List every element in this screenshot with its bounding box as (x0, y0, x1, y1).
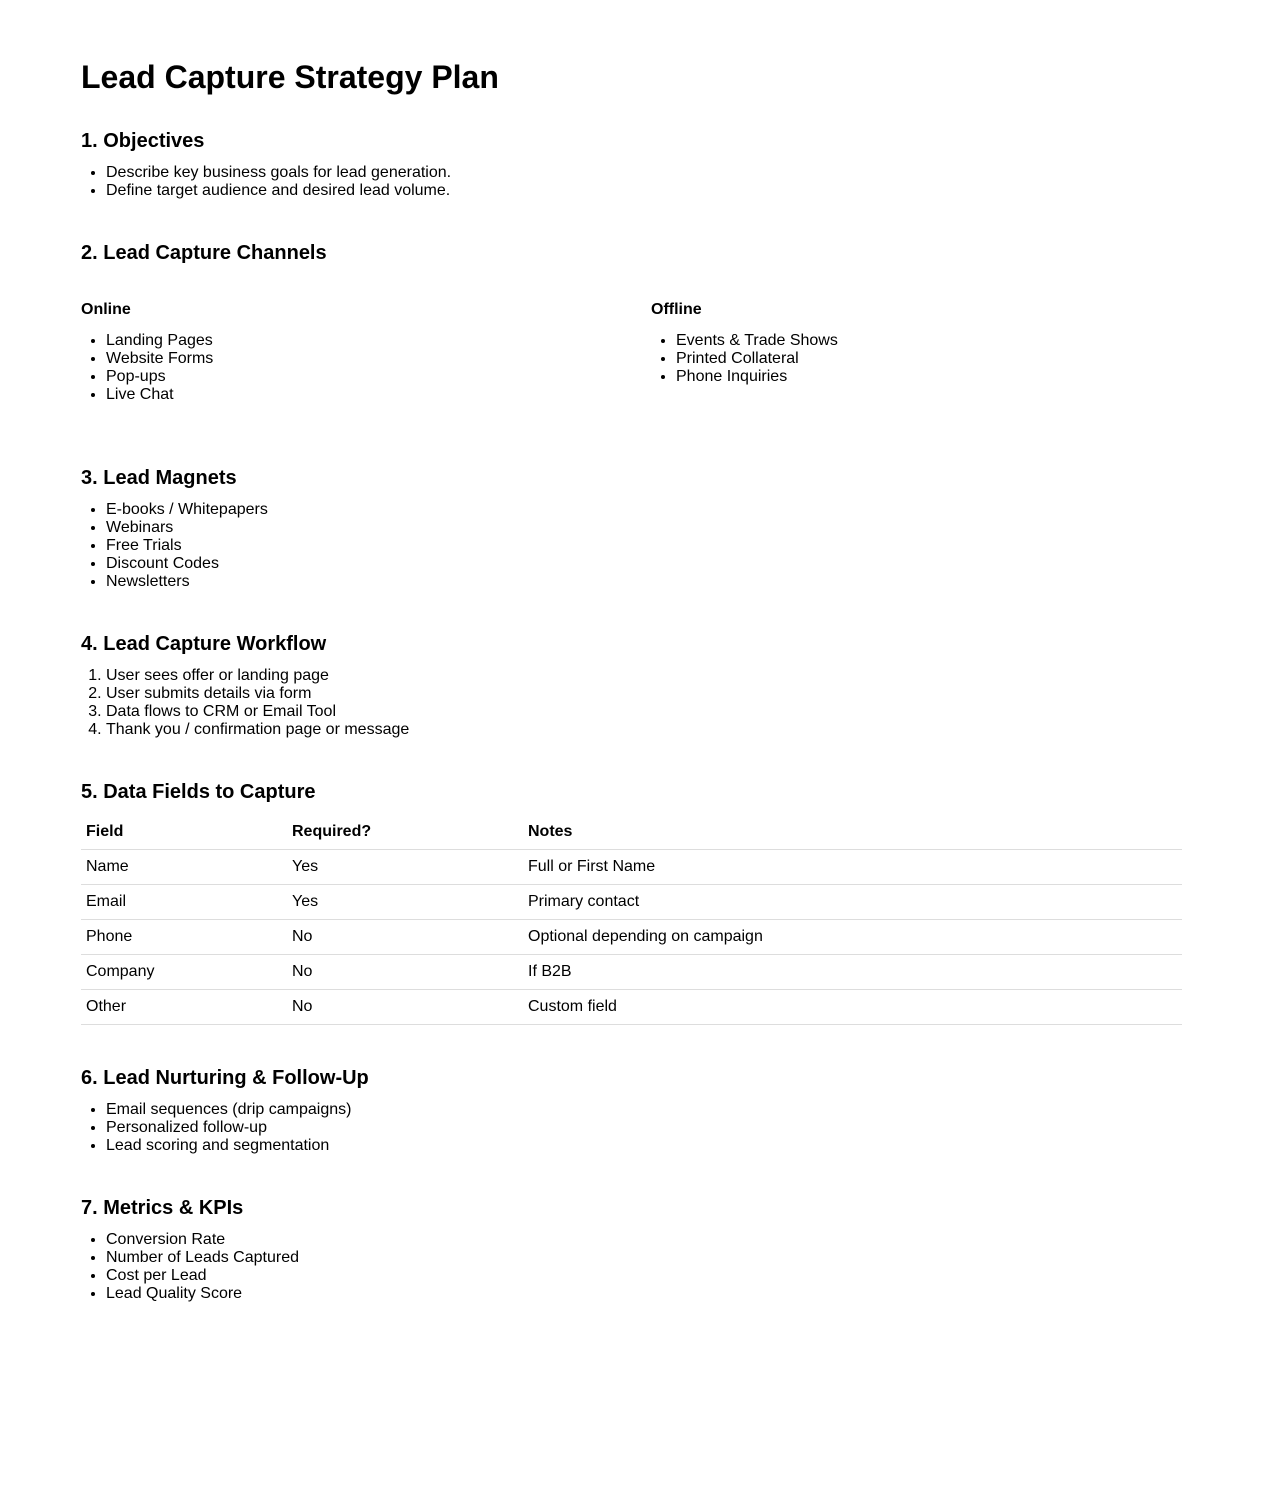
list-item: • E-books / Whitepapers (106, 501, 268, 519)
fields-heading: 5. Data Fields to Capture (81, 781, 316, 803)
list-item: • Email sequences (drip campaigns) (106, 1101, 351, 1119)
table-cell: Custom field (523, 990, 1182, 1025)
list-item: • Lead Quality Score (106, 1285, 299, 1303)
magnets-list (81, 501, 268, 591)
list-item: • Website Forms (106, 350, 581, 368)
table-cell: Full or First Name (523, 850, 1182, 885)
list-item: • Conversion Rate (106, 1231, 299, 1249)
table-cell: Email (81, 885, 287, 920)
table-row (81, 850, 1182, 885)
list-item: • Newsletters (106, 573, 268, 591)
list-item: 4. Thank you / confirmation page or message (106, 721, 409, 739)
objectives-list (81, 164, 451, 200)
table-row (81, 885, 1182, 920)
table-header-row (81, 815, 1182, 850)
objectives-heading: 1. Objectives (81, 130, 205, 152)
list-item: • Personalized follow-up (106, 1119, 351, 1137)
list-item: • Define target audience and desired lead volume. (106, 182, 451, 200)
table-cell: Primary contact (523, 885, 1182, 920)
offline-heading: Offline (651, 301, 702, 318)
list-item: • Free Trials (106, 537, 268, 555)
table-row (81, 920, 1182, 955)
table-cell: Optional depending on campaign (523, 920, 1182, 955)
table-cell: No (287, 955, 523, 990)
list-item: • Pop-ups (106, 368, 581, 386)
list-item: • Live Chat (106, 386, 581, 404)
table-cell: If B2B (523, 955, 1182, 990)
workflow-heading: 4. Lead Capture Workflow (81, 633, 327, 655)
list-item: • Discount Codes (106, 555, 268, 573)
column-header: Notes (523, 815, 1182, 850)
column-header: Field (81, 815, 287, 850)
table-cell: No (287, 920, 523, 955)
list-item: 1. User sees offer or landing page (106, 667, 409, 685)
table-cell: Yes (287, 850, 523, 885)
online-list (81, 332, 581, 404)
channels-heading: 2. Lead Capture Channels (81, 242, 327, 264)
table-row (81, 990, 1182, 1025)
list-item: • Events & Trade Shows (676, 332, 1151, 350)
table-cell: Yes (287, 885, 523, 920)
metrics-list (81, 1231, 299, 1303)
list-item: • Lead scoring and segmentation (106, 1137, 351, 1155)
table-cell: Phone (81, 920, 287, 955)
page-title: Lead Capture Strategy Plan (81, 59, 499, 95)
list-item: 2. User submits details via form (106, 685, 409, 703)
table-row (81, 955, 1182, 990)
list-item: 3. Data flows to CRM or Email Tool (106, 703, 409, 721)
fields-table (81, 815, 1182, 1025)
list-item: • Number of Leads Captured (106, 1249, 299, 1267)
online-heading: Online (81, 301, 131, 318)
offline-list (651, 332, 1151, 386)
list-item: • Landing Pages (106, 332, 581, 350)
online-channels (81, 300, 581, 404)
table-cell: No (287, 990, 523, 1025)
magnets-heading: 3. Lead Magnets (81, 467, 237, 489)
list-item: • Printed Collateral (676, 350, 1151, 368)
nurturing-heading: 6. Lead Nurturing & Follow-Up (81, 1067, 369, 1089)
nurturing-list (81, 1101, 351, 1155)
offline-channels (651, 300, 1151, 386)
list-item: • Webinars (106, 519, 268, 537)
list-item: • Phone Inquiries (676, 368, 1151, 386)
list-item: • Cost per Lead (106, 1267, 299, 1285)
list-item: • Describe key business goals for lead generation. (106, 164, 451, 182)
workflow-list (81, 667, 409, 739)
table-cell: Other (81, 990, 287, 1025)
table-cell: Company (81, 955, 287, 990)
metrics-heading: 7. Metrics & KPIs (81, 1197, 244, 1219)
table-cell: Name (81, 850, 287, 885)
column-header: Required? (287, 815, 523, 850)
